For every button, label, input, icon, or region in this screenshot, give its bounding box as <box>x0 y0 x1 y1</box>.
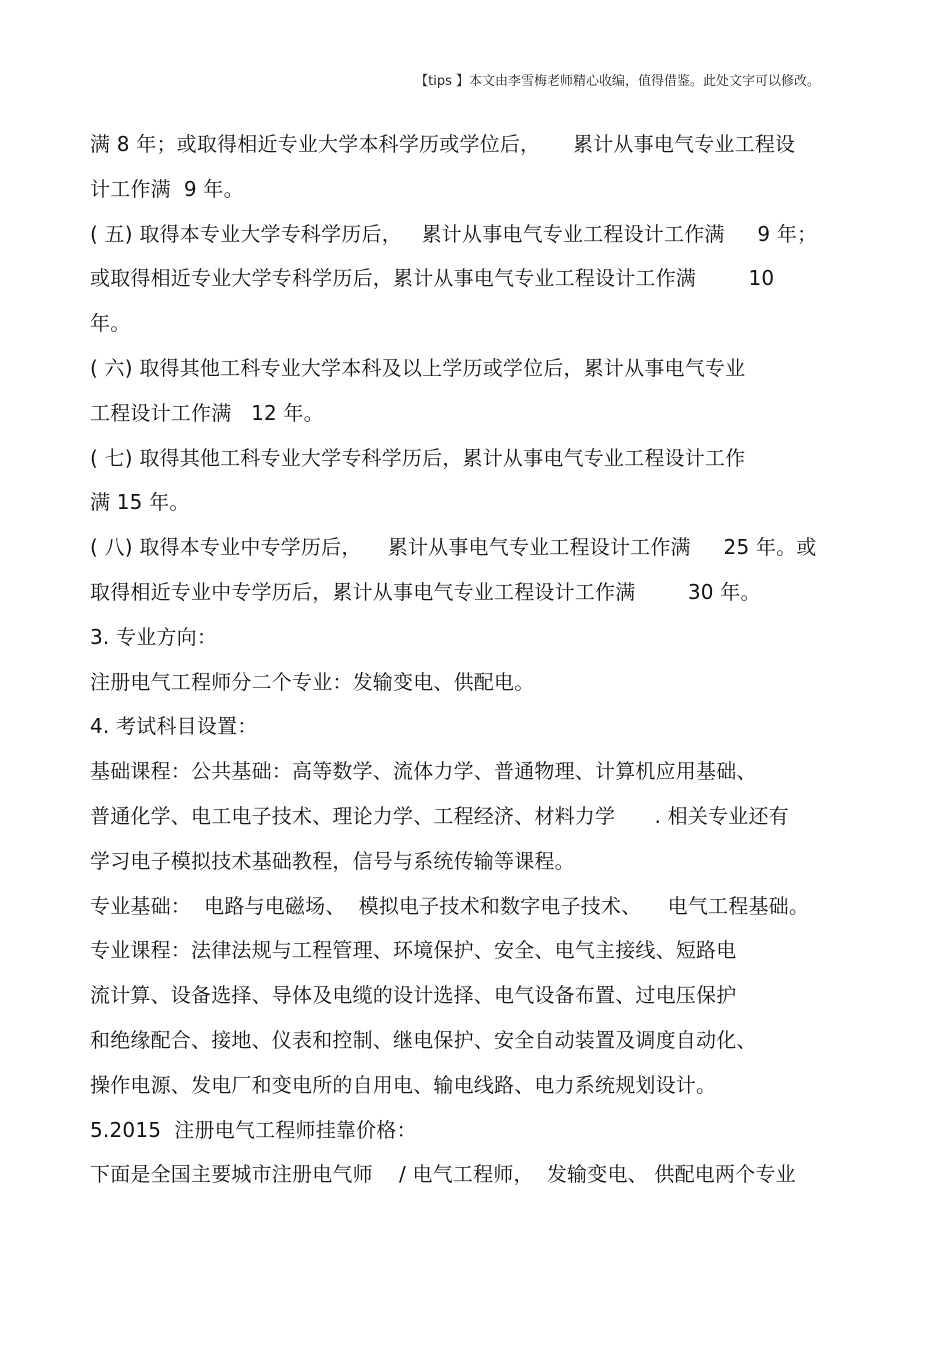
text-line: 下面是全国主要城市注册电气师 / 电气工程师， 发输变电、 供配电两个专业 <box>90 1162 796 1187</box>
section-heading: 3. 专业方向： <box>90 624 218 649</box>
text-line: ( 五) 取得本专业大学专科学历后， 累计从事电气专业工程设计工作满 9 年； <box>90 221 818 246</box>
text-line: ( 八) 取得本专业中专学历后， 累计从事电气专业工程设计工作满 25 年。或 <box>90 535 817 560</box>
text-line: 或取得相近专业大学专科学历后，累计从事电气专业工程设计工作满 10 <box>90 266 775 291</box>
text-line: 基础课程：公共基础：高等数学、流体力学、普通物理、计算机应用基础、 <box>90 759 757 784</box>
text-line: 计工作满 9 年。 <box>90 176 244 201</box>
text-line: 专业基础： 电路与电磁场、 模拟电子技术和数字电子技术、 电气工程基础。 <box>90 893 810 918</box>
text-line: 取得相近专业中专学历后，累计从事电气专业工程设计工作满 30 年。 <box>90 579 761 604</box>
text-line: 工程设计工作满 12 年。 <box>90 400 324 425</box>
text-line: 和绝缘配合、接地、仪表和控制、继电保护、安全自动装置及调度自动化、 <box>90 1027 757 1052</box>
document-body <box>90 122 870 1197</box>
section-heading: 4. 考试科目设置： <box>90 714 258 739</box>
text-line: 操作电源、发电厂和变电所的自用电、输电线路、电力系统规划设计。 <box>90 1072 717 1097</box>
text-line: 专业课程：法律法规与工程管理、环境保护、安全、电气主接线、短路电 <box>90 938 737 963</box>
text-line: 满 8 年；或取得相近专业大学本科学历或学位后， 累计从事电气专业工程设 <box>90 132 796 156</box>
text-line: ( 六) 取得其他工科专业大学本科及以上学历或学位后，累计从事电气专业 <box>90 355 746 380</box>
text-line: 普通化学、电工电子技术、理论力学、工程经济、材料力学 . 相关专业还有 <box>90 803 789 828</box>
text-line: 注册电气工程师分二个专业：发输变电、供配电。 <box>90 669 535 694</box>
text-line: ( 七) 取得其他工科专业大学专科学历后，累计从事电气专业工程设计工作 <box>90 445 746 470</box>
text-line: 学习电子模拟技术基础教程，信号与系统传输等课程。 <box>90 848 575 873</box>
text-line: 满 15 年。 <box>90 490 190 515</box>
text-line: 流计算、设备选择、导体及电缆的设计选择、电气设备布置、过电压保护 <box>90 983 737 1008</box>
section-heading: 5.2015 注册电气工程师挂靠价格： <box>90 1117 417 1142</box>
tips-header: 【tips 】本文由李雪梅老师精心收编，值得借鉴。此处文字可以修改。 <box>415 74 820 89</box>
text-line: 年。 <box>90 311 131 336</box>
